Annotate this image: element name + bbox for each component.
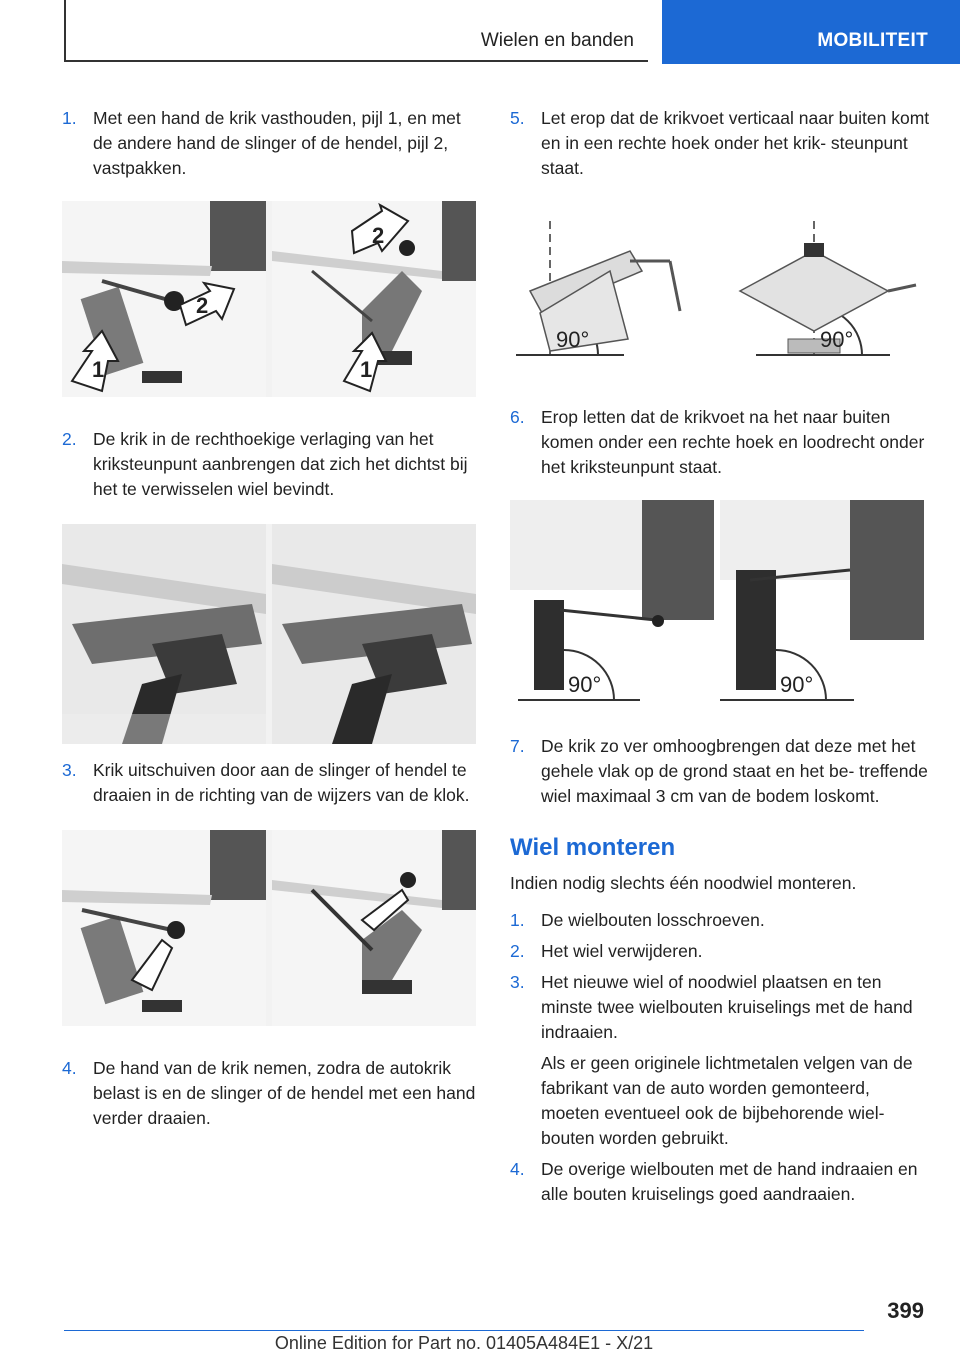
step-number: 3. (510, 972, 525, 992)
step-number: 1. (510, 910, 525, 930)
step-text: Let erop dat de krikvoet verticaal naar buiten komt en in een rechte hoek onder het krik- steunpunt staat. (541, 108, 930, 178)
figure-jack-arrows (62, 201, 476, 397)
chapter-tab: MOBILITEIT (662, 0, 960, 64)
section-heading: Wiel monteren (510, 834, 676, 861)
right-column (510, 106, 930, 1207)
step-number: 7. (510, 736, 525, 756)
edition-note: Online Edition for Part no. 01405A484E1 - X/21 (274, 1333, 654, 1353)
step-5 (510, 106, 930, 181)
mount-step-4 (510, 1157, 930, 1207)
figure-jack-placement (62, 524, 476, 744)
mount-step-1 (510, 908, 930, 933)
step-number: 6. (510, 407, 525, 427)
step-text: Met een hand de krik vasthouden, pijl 1, en met de andere hand de slinger of de hendel, pijl 2, vastpakken. (93, 108, 461, 178)
page-number: 399 (887, 1298, 924, 1323)
step-number: 2. (62, 429, 77, 449)
arrow-label: 2 (196, 293, 209, 318)
step-text: Het wiel verwijderen. (541, 941, 703, 961)
step-text: De hand van de krik nemen, zodra de autokrik belast is en de slinger of de hendel met een hand verder draaien. (93, 1058, 476, 1128)
step-1 (62, 106, 482, 181)
step-text: De overige wielbouten met de hand indraaien en alle bouten kruiselings goed aandraaien. (541, 1159, 918, 1204)
arrow-label: 1 (360, 357, 373, 382)
step-number: 4. (62, 1058, 77, 1078)
step-text: Het nieuwe wiel of noodwiel plaatsen en ten minste twee wielbouten kruiselings met de hand indraaien. (541, 972, 913, 1042)
step-text: De krik in de rechthoekige verlaging van het kriksteunpunt aanbrengen dat zich het dichtst bij het te verwisselen wiel bevindt. (93, 429, 468, 499)
step-number: 1. (62, 108, 77, 128)
figure-jack-ground (510, 500, 924, 706)
page-header (0, 0, 960, 66)
arrow-label: 1 (92, 357, 105, 382)
step-text: Erop letten dat de krikvoet na het naar buiten komen onder een rechte hoek en loodrecht onder het kriksteunpunt staat. (541, 407, 925, 477)
figure-jack-crank (62, 830, 476, 1026)
angle-label: 90° (820, 327, 854, 352)
jack-placement-illustration (62, 524, 476, 744)
step-text: De krik zo ver omhoogbrengen dat deze met het gehele vlak op de grond staat en het be- treffende wiel maximaal 3 cm van de bodem loskomt. (541, 736, 928, 806)
step-number: 5. (510, 108, 525, 128)
step-7 (510, 734, 930, 809)
step-note: Als er geen originele lichtmetalen velgen van de fabrikant van de auto worden gemonteerd, moeten eventueel ook de bijbehorende wiel- bouten worden gebruikt. (541, 1053, 913, 1148)
angle-label: 90° (568, 672, 602, 697)
jack-angle-diagram (510, 221, 924, 381)
step-4 (62, 1056, 482, 1131)
step-2 (62, 427, 482, 502)
angle-label: 90° (556, 327, 590, 352)
jack-ground-illustration (510, 500, 924, 706)
step-3 (62, 758, 482, 808)
angle-label: 90° (780, 672, 814, 697)
step-number: 2. (510, 941, 525, 961)
step-number: 4. (510, 1159, 525, 1179)
jack-crank-illustration (62, 830, 476, 1026)
jack-arrows-illustration (62, 201, 476, 397)
step-text: De wielbouten losschroeven. (541, 910, 765, 930)
mount-step-2 (510, 939, 930, 964)
mount-section (510, 833, 930, 1207)
step-number: 3. (62, 760, 77, 780)
left-column (62, 106, 482, 1131)
section-intro: Indien nodig slechts één noodwiel monteren. (510, 873, 857, 893)
step-6 (510, 405, 930, 480)
step-text: Krik uitschuiven door aan de slinger of hendel te draaien in de richting van de wijzers van de klok. (93, 760, 470, 805)
section-title: Wielen en banden (480, 30, 634, 51)
mount-step-3 (510, 970, 930, 1151)
arrow-label: 2 (372, 223, 385, 248)
footer-divider (64, 1330, 864, 1331)
figure-jack-angle (510, 221, 924, 381)
